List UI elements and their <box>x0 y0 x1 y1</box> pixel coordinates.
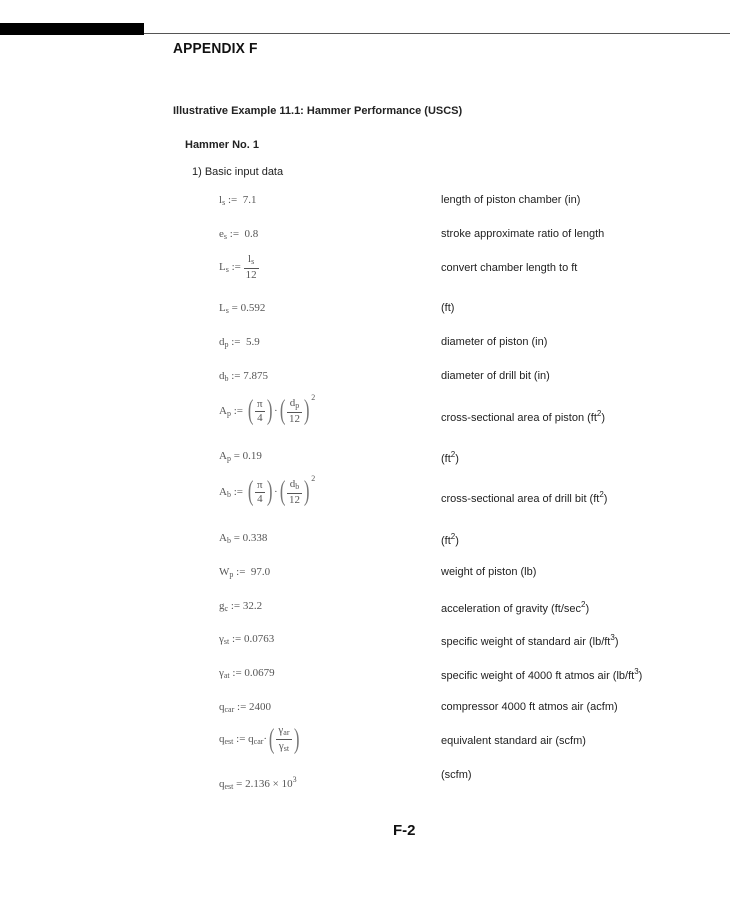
equation-description: (ft) <box>441 302 455 314</box>
equation: $A_b$ := ( $\frac{\pi}{4}$ ) ·( $\frac{d_b}{12}$ ) $^2$ <box>219 474 316 508</box>
appendix-title: APPENDIX F <box>173 40 258 57</box>
equation-description: cross-sectional area of drill bit $(ft^2)$ <box>441 490 608 505</box>
equation: $g_c$ := 32.2 <box>219 600 263 613</box>
equation-description: acceleration of gravity $(ft/\sec^2)$ <box>441 600 590 615</box>
equation-description: (scfm) <box>441 769 472 781</box>
fraction: $\frac{l_s}{12}$ <box>245 253 257 281</box>
hammer-label: Hammer No. 1 <box>185 139 259 151</box>
equation-description: diameter of piston (in) <box>441 336 548 348</box>
equation: $A_p = 0.19$ <box>219 450 262 463</box>
equation: $q_{est} = 2.136 \times 10^3$ <box>219 775 297 791</box>
section-label: 1) Basic input data <box>192 166 284 178</box>
equation: $d_b$ := 7.875 <box>219 370 269 383</box>
header-black-bar <box>0 23 144 35</box>
equation-description: convert chamber length to ft <box>441 262 578 274</box>
equation-description: cross-sectional area of piston $(ft^2)$ <box>441 409 606 424</box>
equation-description: equivalent standard air (scfm) <box>441 735 586 747</box>
equation-description: $(ft^2)$ <box>441 450 459 465</box>
equation: $d_p$ := 5.9 <box>219 336 260 349</box>
equation: $e_s$ := 0.8 <box>219 228 259 241</box>
equation-description: specific weight of standard air $(lb/ft^3)$ <box>441 633 619 648</box>
equation: $\gamma_{st}$ := 0.0763 <box>219 633 275 646</box>
equation: $q_{est}$ := $q_{car}\cdot$( $\frac{\gamma_{ar}}{\gamma_{st}}$ ) <box>219 723 299 755</box>
page-number: F-2 <box>393 822 416 839</box>
equation: $\gamma_{at}$ := 0.0679 <box>219 667 275 680</box>
equation: $l_s$ := 7.1 <box>219 194 257 207</box>
header-rule <box>144 33 730 34</box>
equation: $W_p$ := 97.0 <box>219 566 271 579</box>
equation: $q_{car}$ := 2400 <box>219 701 272 714</box>
equation: $L_s$ := $\frac{l_s}{12}$ <box>219 253 257 281</box>
equation-description: length of piston chamber (in) <box>441 194 581 206</box>
equation-description: specific weight of 4000 ft atmos air $(lb/ft^3)$ <box>441 667 643 682</box>
equation: $A_b = 0.338$ <box>219 532 268 545</box>
equation: $L_s = 0.592$ <box>219 302 266 315</box>
equation-description: weight of piston (lb) <box>441 566 537 578</box>
equation-description: compressor 4000 ft atmos air (acfm) <box>441 701 618 713</box>
equation-description: diameter of drill bit (in) <box>441 370 550 382</box>
equation: $A_p$ := ( $\frac{\pi}{4}$ ) ·( $\frac{d_p}{12}$ ) $^2$ <box>219 393 316 427</box>
equation-description: stroke approximate ratio of length <box>441 228 605 240</box>
example-title: Illustrative Example 11.1: Hammer Performance (USCS) <box>173 105 463 117</box>
equation-description: $(ft^2)$ <box>441 532 459 547</box>
